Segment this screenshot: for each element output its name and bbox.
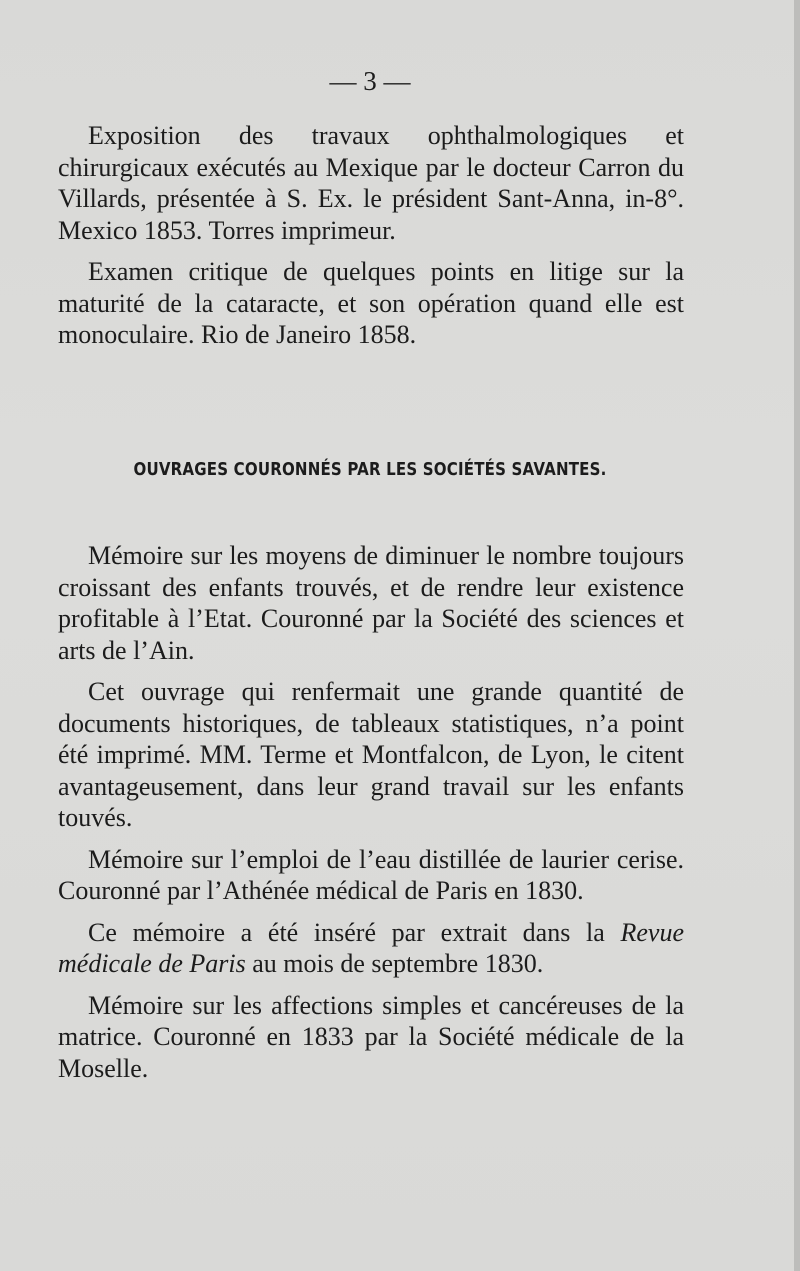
paragraph-enfants-trouves: Mémoire sur les moyens de diminuer le nombre toujours croissant des enfants trouvés, et de rendre leur existence profitable à l’Etat. Couronné par la Société des sciences et arts de l’Ain. bbox=[58, 541, 684, 665]
section-heading: OUVRAGES COURONNÉS PAR LES SOCIÉTÉS SAVANTES. bbox=[133, 460, 607, 480]
paragraph-revue-medicale bbox=[58, 917, 684, 980]
revue-title: Revue médicale de Paris bbox=[58, 917, 684, 978]
paragraph-examen-critique: Examen critique de quelques points en litige sur la maturité de la cataracte, et son opération quand elle est monoculaire. Rio de Janeiro 1858. bbox=[58, 257, 684, 349]
paragraph-laurier-cerise: Mémoire sur l’emploi de l’eau distillée de laurier cerise. Couronné par l’Athénée médical de Paris en 1830. bbox=[58, 844, 684, 905]
revue-text-after: au mois de septembre 1830. bbox=[245, 949, 544, 978]
page-number: — 3 — bbox=[329, 66, 411, 96]
paragraph-ouvrage-note: Cet ouvrage qui renfermait une grande quantité de documents historiques, de tableaux statistiques, n’a point été imprimé. MM. Terme et Montfalcon, de Lyon, le citent avantageusement, dans leur grand travail sur les enfants touvés. bbox=[58, 677, 684, 832]
page-edge bbox=[794, 0, 800, 1271]
awarded-works-list bbox=[58, 540, 684, 1094]
paragraph-exposition: Exposition des travaux ophthalmologiques et chirurgicaux exécutés au Mexique par le docteur Carron du Villards, présentée à S. Ex. le président Sant-Anna, in-8°. Mexico 1853. Torres imprimeur. bbox=[58, 121, 684, 245]
publication-list-top bbox=[58, 120, 684, 361]
paragraph-matrice: Mémoire sur les affections simples et cancéreuses de la matrice. Couronné en 1833 par la Société médicale de la Moselle. bbox=[58, 990, 684, 1083]
revue-text-before: Ce mémoire a été inséré par extrait dans la bbox=[88, 917, 621, 947]
